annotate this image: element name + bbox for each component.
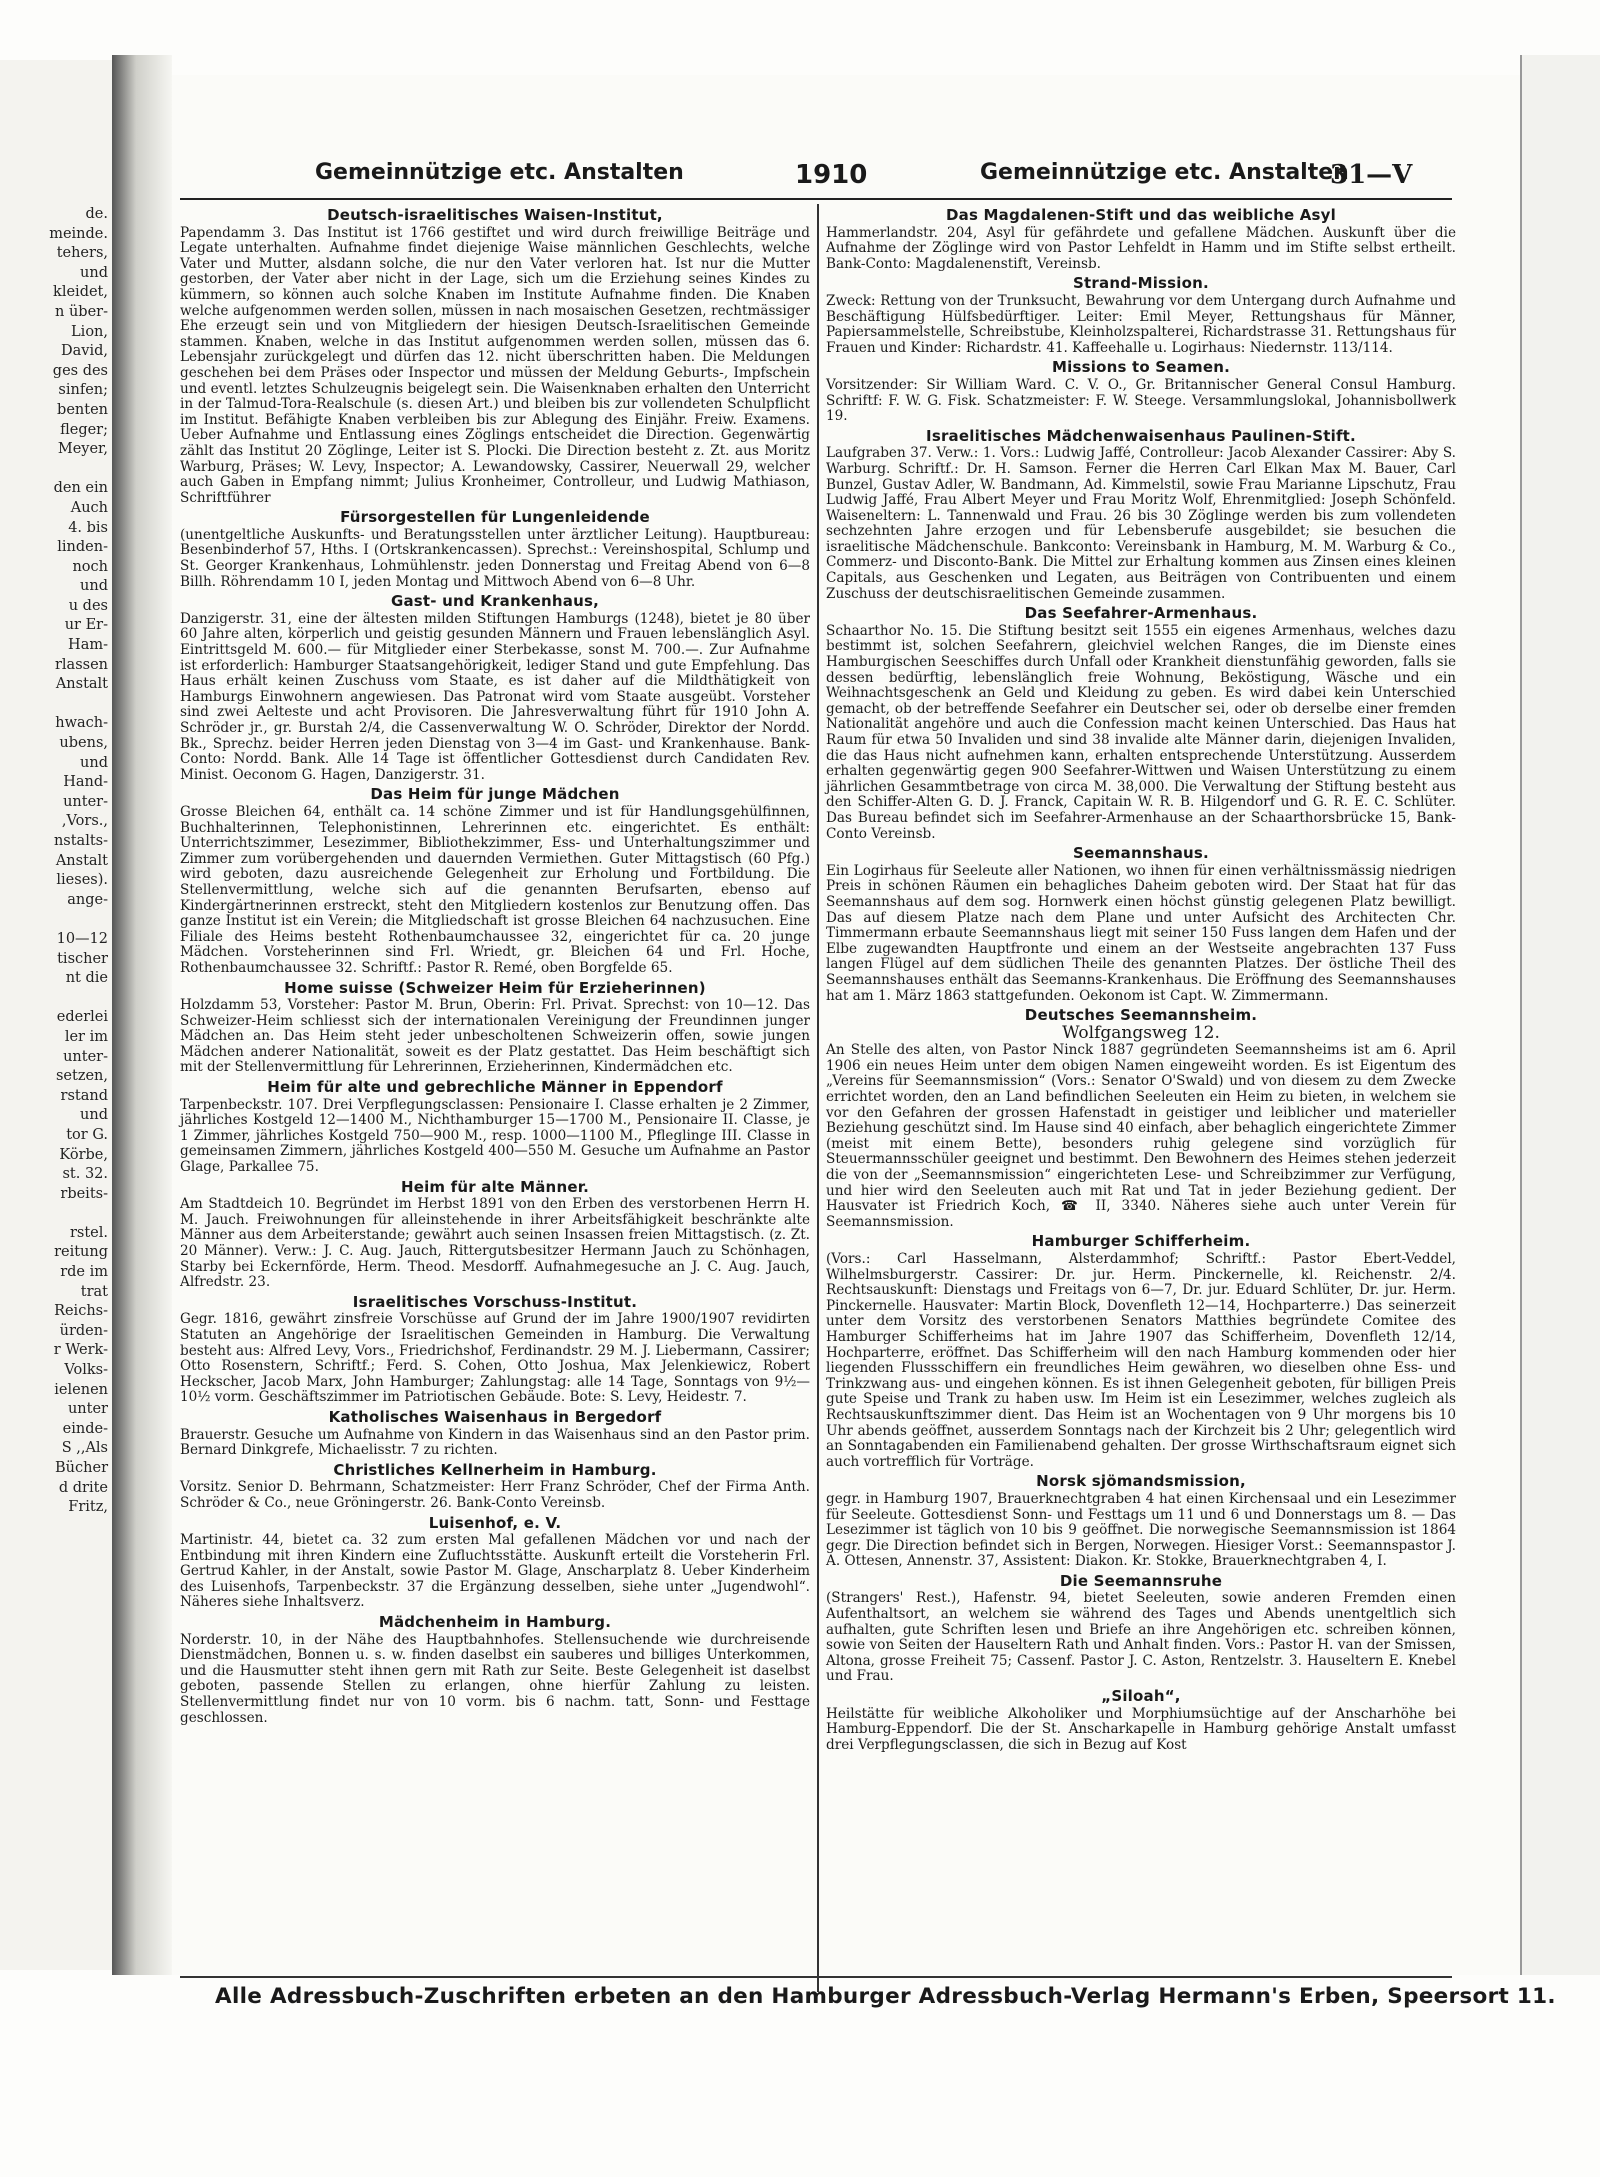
header-year: 1910 bbox=[795, 160, 868, 190]
entry-section bbox=[180, 978, 810, 1077]
entry-text: Papendamm 3. Das Institut ist 1766 gestiftet und wird durch freiwillige Beiträge und Legate unterhalten. Aufnahme findet diejenige Waise männlichen Geschlechts, welche Vater und Mutter, alsdann solche, die nur den Vater verloren hat. Ist nur die Mutter gestorben, der Vater aber nicht in der Lage, sich um die Erziehung seines Kindes zu kümmern, so können auch solche Knaben im Institute Aufnahme finden. Die Knaben welche aufgenommen werden sollen, müssen in nach mosaischen Gesetzen, rechtmässiger Ehe erzeugt sein und von Mitgliedern der hiesigen Deutsch-Israelitischen Gemeinde stammen. Knaben, welche in das Institut aufgenommen werden sollen, müssen das 6. Lebensjahr zurückgelegt und dürfen das 12. nicht überschritten haben. Die Meldungen geschehen bei dem Präses oder Inspector und müssen der Meldung Geburts-, Impfschein und eventl. letztes Schulzeugnis beigelegt sein. Die Waisenknaben erhalten den Unterricht in der Talmud-Tora-Realschule (s. diesen Art.) und bleiben bis zur vollendeten Schulpflicht im Institut. Befähigte Knaben verbleiben bis zur Ablegung des Einjähr. Freiw. Examens. Ueber Aufnahme und Entlassung eines Zöglings entscheidet die Direction. Gegenwärtig zählt das Institut 20 Zöglinge, Leiter ist S. Plocki. Die Direction besteht z. Zt. aus Moritz Warburg, Präses; W. Levy, Inspector; A. Lewandowsky, Cassirer, Neuerwall 29, welcher auch Gaben in Empfang nimmt; Julius Kronheimer, Controlleur, und Ludwig Mathiason, Schriftführer bbox=[180, 224, 810, 506]
entry-section bbox=[826, 426, 1456, 603]
header-rule bbox=[180, 198, 1452, 200]
entry-text: Tarpenbeckstr. 107. Drei Verpflegungsclassen: Pensionaire I. Classe erhalten je 2 Zimmer, jährliches Kostgeld 12—1400 M., Nichthamburger 15—1700 M., Pensionaire II. Classe, je 1 Zimmer, jährliches Kostgeld 750—900 M., resp. 1000—1100 M., Pfleglinge III. Classe in gemeinsamen Zimmern, jährliches Kostgeld 400—550 M. Gesuche um Aufnahme an Pastor Glage, Parkallee 75. bbox=[180, 1096, 810, 1176]
entry-title: „Siloah“, bbox=[1101, 1687, 1181, 1706]
entry-title: Deutsches Seemannsheim. bbox=[1024, 1006, 1258, 1025]
entry-text: Hammerlandstr. 204, Asyl für gefährdete und gefallene Mädchen. Auskunft über die Aufnahme der Zöglinge wird von Pastor Lehfeldt in Hamm und im Stifte selbst ertheilt. Bank-Conto: Magdalenenstift, Vereinsb. bbox=[826, 224, 1456, 272]
entry-title: Das Magdalenen-Stift und das weibliche Asyl bbox=[945, 206, 1337, 224]
entry-title: Mädchenheim in Hamburg. bbox=[378, 1613, 612, 1632]
entry-title: Hamburger Schifferheim. bbox=[1031, 1232, 1251, 1251]
entry-section bbox=[180, 1177, 810, 1291]
entry-text: (unentgeltliche Auskunfts- und Beratungsstellen unter ärztlicher Leitung). Hauptbureau: Besenbinderhof 57, Hths. I (Ortskrankencassen). Sprechst.: Vereinshospital, Schlump und St. Georger Krankenhaus, Lohmühlenstr. jeden Donnerstag und Freitag Abend von 6—8 Billh. Röhrendamm 10 I, jeden Montag und Mittwoch Abend von 6—8 Uhr. bbox=[180, 526, 810, 590]
entry-title: Luisenhof, e. V. bbox=[428, 1513, 562, 1532]
entry-title: Das Heim für junge Mädchen bbox=[370, 785, 620, 804]
entry-title: Israelitisches Vorschuss-Institut. bbox=[352, 1292, 638, 1311]
entry-section bbox=[180, 1615, 810, 1726]
entry-text: Ein Logirhaus für Seeleute aller Nationen, wo ihnen für einen verhältnissmässig niedrigen Preis in schönen Räumen ein behagliches Daheim geboten wird. Der Staat hat für das Seemannshaus auf dem sog. Hornwerk einen höchst günstig gelegenen Platz bewilligt. Das auf diesem Platze nach dem Plane und unter Aufsicht des Architecten Chr. Timmermann erbaute Seemannshaus liegt mit seiner 150 Fuss langen dem Hafen und der Elbe zugewandten Hauptfronte und einem an der Westseite angebrachten 137 Fuss langen Flügel auf dem südlichen Theile des genannten Platzes. Der östliche Theil des Seemannshauses enthält das Seemanns-Krankenhaus. Die Eröffnung des Seemannshauses hat am 1. März 1863 stattgefunden. Oekonom ist Capt. W. Zimmermann. bbox=[826, 862, 1456, 1004]
entry-text: Vorsitz. Senior D. Behrmann, Schatzmeister: Herr Franz Schröder, Chef der Firma Anth. Schröder & Co., neue Gröningerstr. 26. Bank-Conto Vereinsb. bbox=[180, 1479, 810, 1511]
entry-section bbox=[180, 208, 810, 506]
entry-section bbox=[826, 1474, 1456, 1570]
entry-title: Deutsch-israelitisches Waisen-Institut, bbox=[327, 206, 663, 224]
entry-section bbox=[826, 276, 1456, 356]
entry-section bbox=[180, 1080, 810, 1176]
header-right-title: Gemeinnützige etc. Anstalten bbox=[980, 160, 1349, 185]
publisher-footer: Alle Adressbuch-Zuschriften erbeten an den Hamburger Adressbuch-Verlag Hermann's Erben, Speersort 11. bbox=[215, 1984, 1556, 2009]
entry-section bbox=[180, 1292, 810, 1406]
entry-text: gegr. in Hamburg 1907, Brauerknechtgraben 4 hat einen Kirchensaal und ein Lesezimmer für Seeleute. Gottesdienst Sonn- und Festtags um 11 und 6 und Donnerstags um 8. — Das Lesezimmer ist täglich von 10 bis 9 geöffnet. Die norwegische Seemannsmission ist 1864 gegr. Die Direction befindet sich in Bergen, Norwegen. Hiesiger Vorst.: Seemannspastor J. A. Ottesen, Annenstr. 37, Assistent: Diakon. Kr. Stokke, Brauerknechtgraben 4, I. bbox=[826, 1490, 1456, 1570]
entry-section bbox=[180, 1407, 810, 1459]
entry-section bbox=[180, 594, 810, 783]
entry-text: Martinistr. 44, bietet ca. 32 zum ersten Mal gefallenen Mädchen vor und nach der Entbindung mit ihren Kindern eine Zufluchtsstätte. Auskunft erteilt die Vorsteherin Frl. Gertrud Kahler, in der Anstalt, sowie Pastor M. Glage, Anscharplatz 8. Ueber Kinderheim des Luisenhofs, Tarpenbeckstr. 37 die Ergänzung desselben, siehe unter „Jugendwohl“. Näheres siehe Inhaltsverz. bbox=[180, 1532, 810, 1611]
entry-text: Norderstr. 10, in der Nähe des Hauptbahnhofes. Stellensuchende wie durchreisende Dienstmädchen, Bonnen u. s. w. finden daselbst ein sauberes und billiges Unterkommen, und die Hausmutter steht ihnen gern mit Rath zur Seite. Beste Gelegenheit ist daselbst geboten, passende Stellen zu erlangen, ohne hierfür Zahlung zu leisten. Stellenvermittlung findet nur von 10 vorm. bis 6 nachm. tatt, Sonn- und Festtage geschlossen. bbox=[180, 1631, 810, 1726]
entry-section bbox=[180, 1513, 810, 1612]
entry-section bbox=[826, 1008, 1456, 1230]
entry-title: Strand-Mission. bbox=[1073, 274, 1209, 293]
column-divider bbox=[817, 204, 819, 1992]
entry-text: Grosse Bleichen 64, enthält ca. 14 schöne Zimmer und ist für Handlungsgehülfinnen, Buchhalterinnen, Telephonistinnen, Lehrerinnen etc. eingerichtet. Es enthält: Unterrichtszimmer, Lesezimmer, Bibliothekzimmer, Ess- und Unterhaltungszimmer und Zimmer zum vorübergehenden und dauernden Vermiethen. Guter Mittagstisch (60 Pfg.) wird geboten, dazu ausreichende Gelegenheit zur Erholung und Fortbildung. Die Stellenvermittlung, welche sich auf die genannten Berufsarten, ebenso auf Kindergärtnerinnen erstreckt, steht den Mitgliedern kostenlos zur Benutzung offen. Das ganze Institut ist ein Verein; die Mitgliedschaft ist grosse Bleichen 64 nachzusuchen. Eine Filiale des Heims besteht Rothenbaumchaussee 32, eingerichtet für ca. 20 junge Mädchen. Vorsteherinnen sind Frl. Wriedt, gr. Bleichen 64 und Frl. Hoche, Rothenbaumchaussee 32. Schriftf.: Pastor R. Remé, oben Borgfelde 65. bbox=[180, 803, 810, 976]
entry-text: (Strangers' Rest.), Hafenstr. 94, bietet Seeleuten, sowie anderen Fremden einen Aufenthaltsort, an welchem sie während des Tages und Abends unentgeltlich sich aufhalten, gute Schriften lesen und Briefe an ihre Angehörigen etc. schreiben können, sowie von Seiten der Hauseltern Rath und Anhalt finden. Vors.: Pastor H. van der Smissen, Altona, grosse Freiheit 75; Cassenf. Pastor J. C. Aston, Rentzelstr. 3. Hauseltern E. Knebel und Frau. bbox=[826, 1590, 1456, 1685]
entry-title: Fürsorgestellen für Lungenleidende bbox=[340, 508, 650, 527]
book-spine-shadow bbox=[112, 55, 172, 1975]
entry-section bbox=[826, 360, 1456, 424]
entry-text: Heilstätte für weibliche Alkoholiker und Morphiumsüchtige auf der Anscharhöhe bei Hamburg-Eppendorf. Die der St. Anscharkapelle in Hamburg gehörige Anstalt umfasst drei Verpflegungsclassen, die sich in Bezug auf Kost bbox=[826, 1705, 1456, 1753]
entry-title: Israelitisches Mädchenwaisenhaus Paulinen-Stift. bbox=[926, 426, 1356, 445]
entry-text: An Stelle des alten, von Pastor Ninck 1887 gegründeten Seemannsheims ist am 6. April 1906 ein neues Heim unter dem obigen Namen eingeweiht worden. Es ist Eigentum des „Vereins für Seemannsmission“ (Vors.: Senator O'Swald) und von diesem zu dem Zwecke errichtet worden, den an Land befindlichen Seeleuten ein Heim zu bieten, in welchem sie vor den Gefahren der grossen Hafenstadt in geistiger und leiblicher und materieller Beziehung geschützt sind. Im Hause sind 40 einfach, aber behaglich eingerichtete Zimmer (meist mit einem Bette), besonders ruhig gelegene sind vorzüglich für Steuermannsschüler geeignet und bestimmt. Den Bewohnern des Heimes stehen jederzeit die von der „Seemannsmission“ eingerichteten Lese- und Schreibzimmer zur Verfügung, und hier wird den Seeleuten auch mit Rat und Tat in jeder Beziehung gedient. Der Hausvater ist Friedrich Koch, ☎ II, 3340. Näheres siehe auch unter Verein für Seemannsmission. bbox=[826, 1042, 1456, 1230]
running-header bbox=[180, 160, 1460, 194]
entry-section bbox=[826, 846, 1456, 1004]
entry-section bbox=[826, 606, 1456, 842]
page-margin-right bbox=[1520, 55, 1600, 1975]
footer-rule bbox=[180, 1976, 1452, 1978]
entry-section bbox=[826, 1571, 1456, 1685]
entry-section bbox=[180, 510, 810, 590]
entry-title: Norsk sjömandsmission, bbox=[1036, 1472, 1246, 1491]
adjacent-page-text: de. meinde. tehers, und kleidet, n über- Lion, David, ges des sinfen; benten fleger; Meyer, den ein Auch 4. bis linden- noch und u des ur Er- Ham- rlassen Anstalt hwach- ubens, und Hand- unter- ,Vors., nstalts- Anstalt lieses). ange- 10—12 tischer nt die ederlei ler im unter- setzen, rstand und tor G. Körbe, st. 32. rbeits- rstel. reitung rde im trat Reichs- ürden- r Werk- Volks- ielenen unter einde- S ,,Als Bücher d drite Fritz, bbox=[49, 206, 108, 1516]
page-number: 31—V bbox=[1330, 160, 1413, 190]
entry-section bbox=[826, 1689, 1456, 1753]
entry-text: Schaarthor No. 15. Die Stiftung besitzt seit 1555 ein eigenes Armenhaus, welches dazu bestimmt ist, solchen Seefahrern, gleichviel welchen Ranges, die im Dienste eines Hamburgischen Seeschiffes durch Unfall oder Krankheit dienstunfähig geworden, falls sie dessen bedürftig, lebenslänglich freie Wohnung, Beköstigung, Wäsche und ein Weihnachtsgeschenk an Geld und Kleidung zu geben. Es wird dabei kein Unterschied gemacht, ob der betreffende Seefahrer ein Deutscher sei, oder ob derselbe einer fremden Nationalität angehöre und auch die Confession macht keinen Unterschied. Das Haus hat Raum für etwa 50 Invaliden und sind 38 invalide alte Männer darin, diejenigen Invaliden, die das Haus nicht aufnehmen kann, erhalten entsprechende Unterstützung. Ausserdem erhalten gegenwärtig gegen 900 Seefahrer-Wittwen und Waisen Unterstützung zu einem jährlichen Gesammtbetrage von circa M. 38,000. Die Verwaltung der Stiftung besteht aus den Schiffer-Alten G. D. J. Franck, Capitain W. R. B. Hilgendorf und G. R. E. C. Schlüter. Das Bureau befindet sich im Seefahrer-Armenhause an der Schaarthorsbrücke 15, Bank-Conto Vereinsb. bbox=[826, 622, 1456, 842]
entry-text: Laufgraben 37. Verw.: 1. Vors.: Ludwig Jaffé, Controlleur: Jacob Alexander Cassirer: Aby S. Warburg. Schriftf.: Dr. H. Samson. Ferner die Herren Carl Elkan Max M. Bauer, Carl Bunzel, Gustav Adler, W. Bandmann, Ad. Kimmelstil, sowie Frau Marianne Lipschutz, Frau Ludwig Jaffé, Frau Albert Meyer und Frau Moritz Wolf, Ehrenmitglied: Joseph Schönfeld. Waiseneltern: L. Tannenwald und Frau. 26 bis 30 Zöglinge werden bis zum vollendeten sechzehnten Jahre erzogen und für Lebensberufe ausgebildet; sie besuchen die israelitische Mädchenschule. Bankconto: Vereinsbank in Hamburg, M. M. Warburg & Co., Commerz- und Disconto-Bank. Die Mittel zur Erhaltung kommen aus Zinsen eines kleinen Capitals, aus Geschenken und Legaten, aus Beiträgen von Contribuenten und einem Zuschuss der deutschisraelitischen Gemeinde zusammen. bbox=[826, 445, 1456, 602]
entry-section bbox=[826, 1234, 1456, 1470]
entry-text: Vorsitzender: Sir William Ward. C. V. O., Gr. Britannischer General Consul Hamburg. Schriftf: F. W. G. Fisk. Schatzmeister: F. W. Steege. Versammlungslokal, Johannisbollwerk 19. bbox=[826, 376, 1456, 425]
entry-title: Katholisches Waisenhaus in Bergedorf bbox=[328, 1407, 662, 1426]
entry-title: Missions to Seamen. bbox=[1052, 358, 1230, 377]
entry-text: Danzigerstr. 31, eine der ältesten milden Stiftungen Hamburgs (1248), bietet je 80 über 60 Jahre alten, körperlich und geistig gesunden Männern und Frauen lebenslänglich Asyl. Eintrittsgeld M. 600.— für Mitglieder einer Sterbekasse, sonst M. 700.—. Zur Aufnahme ist erforderlich: Hamburger Staatsangehörigkeit, lediger Stand und gute Empfehlung. Das Haus erhält keinen Zuschuss vom Staate, es ist daher auf die Mildthätigkeit von Hamburgs Einwohnern angewiesen. Das Patronat wird vom Staate ausgeübt. Vorsteher sind zwei Aelteste und acht Provisoren. Die Jahresverwaltung führt für 1910 John A. Schröder jr., gr. Burstah 2/4, die Cassenverwaltung W. O. Schröder, Direktor der Nordd. Bk., Sprechz. beider Herren jeden Dienstag von 3—4 im Gast- und Krankenhause. Bank-Conto: Nordd. Bank. Alle 14 Tage ist öffentlicher Gottesdienst durch Candidaten Rev. Minist. Oeconom G. Hagen, Danzigerstr. 31. bbox=[180, 610, 810, 783]
entry-subtitle: Wolfgangsweg 12. bbox=[1062, 1022, 1220, 1043]
entry-text: Zweck: Rettung von der Trunksucht, Bewahrung vor dem Untergang durch Aufnahme und Beschäftigung Hülfsbedürftiger. Leiter: Emil Meyer, Rettungshaus für Männer, Papiersammelstelle, Schreibstube, Kleinholzspalterei, Richardstrasse 31. Rettungshaus für Frauen und Kinder: Richardstr. 41. Kaffeehalle u. Logirhaus: Niedernstr. 113/114. bbox=[826, 292, 1456, 356]
adjacent-page-edge bbox=[0, 60, 115, 1970]
entry-text: Brauerstr. Gesuche um Aufnahme von Kindern in das Waisenhaus sind an den Pastor prim. Bernard Dinkgrefe, Michaelisstr. 7 zu richten. bbox=[180, 1426, 810, 1459]
header-left-title: Gemeinnützige etc. Anstalten bbox=[315, 160, 684, 185]
entry-title: Heim für alte und gebrechliche Männer in Eppendorf bbox=[267, 1078, 723, 1097]
left-column bbox=[180, 204, 810, 1726]
entry-section bbox=[180, 1460, 810, 1512]
right-column bbox=[826, 204, 1456, 1753]
entry-section bbox=[826, 208, 1456, 272]
entry-text: (Vors.: Carl Hasselmann, Alsterdammhof; Schriftf.: Pastor Ebert-Veddel, Wilhelmsburgerstr. Cassirer: Dr. jur. Herm. Pinckernelle, kl. Reichenstr. 2/4. Rechtsauskunft: Dienstags und Freitags von 6—7, Dr. jur. Eduard Schlüter, Dr. jur. Herm. Pinckernelle. Hausvater: Martin Block, Dovenfleth 12—14, Hochparterre.) Das seinerzeit unter dem Vorsitz des verstorbenen Senators Matthies begründete Comitee des Hamburger Schifferheims hat im Jahre 1907 das Schifferheim, Dovenfleth 12/14, Hochparterre, eröffnet. Das Schifferheim will den nach Hamburg kommenden oder hier liegenden Flussschiffern ein freundliches Heim gewähren, wo dieselben ohne Ess- und Trinkzwang aus- und eingehen können. Es ist ihnen Gelegenheit geboten, für billigen Preis gute Speise und Trank zu haben usw. Im Heim ist ein Lesezimmer, welches zugleich als Rechtsauskunftszimmer dient. Das Heim ist an Wochentagen von 9 Uhr morgens bis 10 Uhr abends geöffnet, ausserdem Sonntags nach der Kirchzeit bis 2 Uhr; gelegentlich wird an Sonntagabenden ein Familienabend gehalten. Der grosse Wirthschaftsraum eignet sich auch vortrefflich für Vorträge. bbox=[826, 1251, 1456, 1470]
entry-title: Heim für alte Männer. bbox=[400, 1177, 590, 1196]
entry-title: Das Seefahrer-Armenhaus. bbox=[1024, 604, 1258, 623]
entry-text: Gegr. 1816, gewährt zinsfreie Vorschüsse auf Grund der im Jahre 1900/1907 revidirten Statuten an Angehörige der Israelitischen Gemeinden in Hamburg. Die Verwaltung besteht aus: Alfred Levy, Vors., Friedrichshof, Ferdinandstr. 29 M. J. Liebermann, Cassirer; Otto Rosenstern, Schriftf.; Ferd. S. Cohen, Otto Joshua, Max Jelenkiewicz, Robert Heckscher, Jacob Marx, John Hamburger; Zahlungstag: alle 14 Tage, Sonntags von 9½—10½ vorm. Geschäftszimmer im Patriotischen Gebäude. Bote: S. Levy, Heidestr. 7. bbox=[180, 1311, 810, 1406]
entry-text: Am Stadtdeich 10. Begründet im Herbst 1891 von den Erben des verstorbenen Herrn H. M. Jauch. Freiwohnungen für alleinstehende in ihrer Arbeitsfähigkeit beschränkte alte Männer aus dem Arbeiterstande; gewährt auch seinen Insassen freien Mittagstisch. (z. Zt. 20 Männer). Verw.: J. C. Aug. Jauch, Rittergutsbesitzer Hermann Jauch zu Schönhagen, Starby bei Eckernförde, Herm. Theod. Mesdorff. Aufnahmegesuche an J. C. Aug. Jauch, Alfredstr. 23. bbox=[180, 1196, 810, 1291]
entry-title: Home suisse (Schweizer Heim für Erzieherinnen) bbox=[284, 978, 706, 997]
entry-title: Gast- und Krankenhaus, bbox=[390, 592, 600, 611]
entry-text: Holzdamm 53, Vorsteher: Pastor M. Brun, Oberin: Frl. Privat. Sprechst: von 10—12. Das Schweizer-Heim schliesst sich der internationalen Vereinigung der Freundinnen junger Mädchen an. Das Heim steht jeder unbescholtenen Schweizerin offen, sowie jungen Mädchen anderer Nationalität, soweit es der Platz gestattet. Das Heim beschäftigt sich mit der Stellenvermittlung für Lehrerinnen, Erzieherinnen, Kindermädchen etc. bbox=[180, 997, 810, 1076]
entry-title: Christliches Kellnerheim in Hamburg. bbox=[333, 1460, 657, 1479]
entry-title: Seemannshaus. bbox=[1073, 844, 1209, 863]
entry-section bbox=[180, 787, 810, 976]
entry-title: Die Seemannsruhe bbox=[1059, 1571, 1223, 1590]
